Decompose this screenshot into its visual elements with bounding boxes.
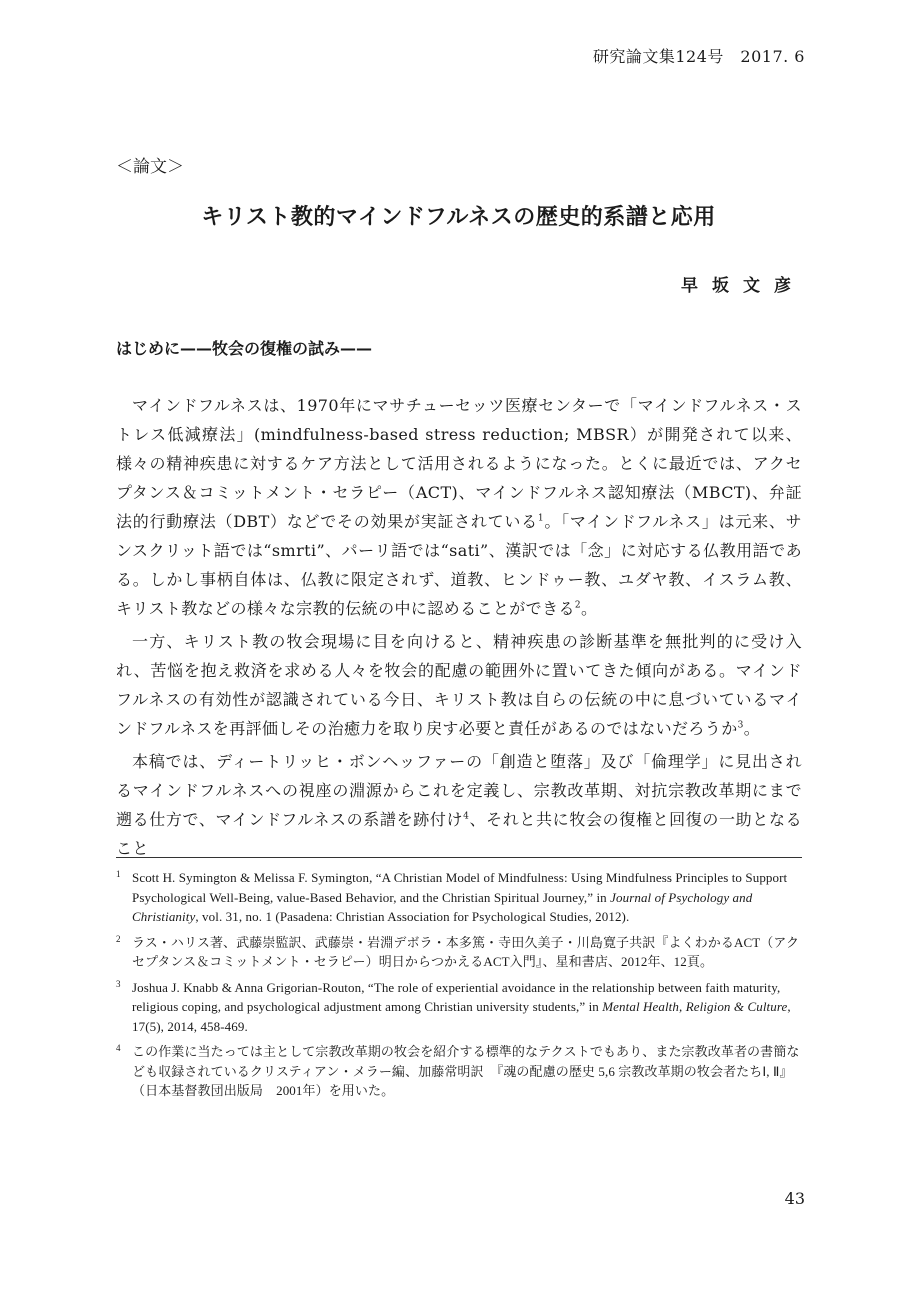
article-type-label: ＜論文＞ <box>116 157 184 177</box>
body-text <box>116 391 802 867</box>
footnote-ref: 1 <box>537 513 545 524</box>
footnote-ref: 3 <box>737 720 744 731</box>
footnotes <box>116 868 806 1107</box>
footnote-separator <box>116 857 802 858</box>
article-title: キリスト教的マインドフルネスの歴史的系譜と応用 <box>201 205 716 230</box>
text-run: 。 <box>743 719 761 738</box>
author-name: 早坂文彦 <box>681 276 805 296</box>
text-run: 。 <box>581 599 598 618</box>
paragraph <box>116 627 802 743</box>
text-run: この作業に当たっては主として宗教改革期の牧会を紹介する標準的なテクストでもあり、また宗教改革者の書簡なども収録されているクリスティアン・メラー編、加藤常明訳 『魂の配慮の歴史 5,6 宗教改革期の牧会者たちⅠ, Ⅱ』（日本基督教団出版局 2001年）を用いた。 <box>132 1044 800 1098</box>
paragraph <box>116 391 802 623</box>
section-heading: はじめに——牧会の復権の試み—— <box>116 339 373 358</box>
text-run: Scott H. Symington & Melissa F. Symington, “A Christian Model of Mindfulness: Using Mindfulness Principles to Support Psychological Well-Being, value-Based Behavior, and the Christian Spiritual Journey,” in <box>132 870 788 905</box>
italic-title: Mental Health, Religion & Culture <box>602 999 788 1014</box>
text-run: 。「マインドフルネス」は元来、サンスクリット語では“smrti”、パーリ語では“sati”、漢訳では「念」に対応する仏教用語である。しかし事柄自体は、仏教に限定されず、道教、ヒンドゥー教、ユダヤ教、イスラム教、キリスト教などの様々な宗教的伝統の中に認めることができる <box>116 512 802 618</box>
paragraph <box>116 747 802 863</box>
page-number: 43 <box>784 1189 805 1208</box>
footnote <box>116 933 806 972</box>
footnote-number: 1 <box>116 869 121 879</box>
footnote-ref: 4 <box>463 811 470 822</box>
text-run: , 17(5), 2014, 458-469. <box>132 999 791 1034</box>
text-run: 一方、キリスト教の牧会現場に目を向けると、精神疾患の診断基準を無批判的に受け入れ、苦悩を抱え救済を求める人々を牧会的配慮の範囲外に置いてきた傾向がある。マインドフルネスの有効性が認識されている今日、キリスト教は自らの伝統の中に息づいているマインドフルネスを再評価しその治癒力を取り戻す必要と責任があるのではないだろうか <box>116 632 802 738</box>
footnote-number: 3 <box>116 978 121 989</box>
footnote <box>116 1042 806 1101</box>
text-run: , vol. 31, no. 1 (Pasadena: Christian Association for Psychological Studies, 2012). <box>195 909 630 924</box>
italic-title: Journal of Psychology and Christianity <box>132 889 753 924</box>
running-head: 研究論文集124号 2017. 6 <box>592 47 805 66</box>
footnote-number: 4 <box>116 1043 121 1053</box>
footnote <box>116 868 806 927</box>
footnote-ref: 2 <box>574 600 582 611</box>
footnote-number: 2 <box>116 933 121 944</box>
text-run: Joshua J. Knabb & Anna Grigorian-Routon, “The role of experiential avoidance in the relationship between faith maturity, religious coping, and psychological adjustment among Christian university students,” in <box>132 979 781 1014</box>
text-run: ラス・ハリス著、武藤崇監訳、武藤崇・岩淵デボラ・本多篤・寺田久美子・川島寛子共訳『よくわかるACT（アクセプタンス＆コミットメント・セラピー）明日からつかえるACT入門』、星和書店、2012年、12頁。 <box>132 934 800 969</box>
footnote <box>116 978 806 1037</box>
text-run: 、それと共に牧会の復権と回復の一助となること <box>116 810 802 858</box>
text-run: マインドフルネスは、1970年にマサチューセッツ医療センターで「マインドフルネス・ストレス低減療法」(mindfulness-based stress reduction; MBSR）が開発されて以来、様々の精神疾患に対するケア方法として活用されるようになった。とくに最近では、アクセプタンス＆コミットメント・セラピー（ACT)、マインドフルネス認知療法（MBCT)、弁証法的行動療法（DBT）などでその効果が実証されている <box>116 396 802 531</box>
text-run: 本稿では、ディートリッヒ・ボンヘッファーの「創造と堕落」及び「倫理学」に見出されるマインドフルネスへの視座の淵源からこれを定義し、宗教改革期、対抗宗教改革期にまで遡る仕方で、マインドフルネスの系譜を跡付け <box>116 752 802 829</box>
